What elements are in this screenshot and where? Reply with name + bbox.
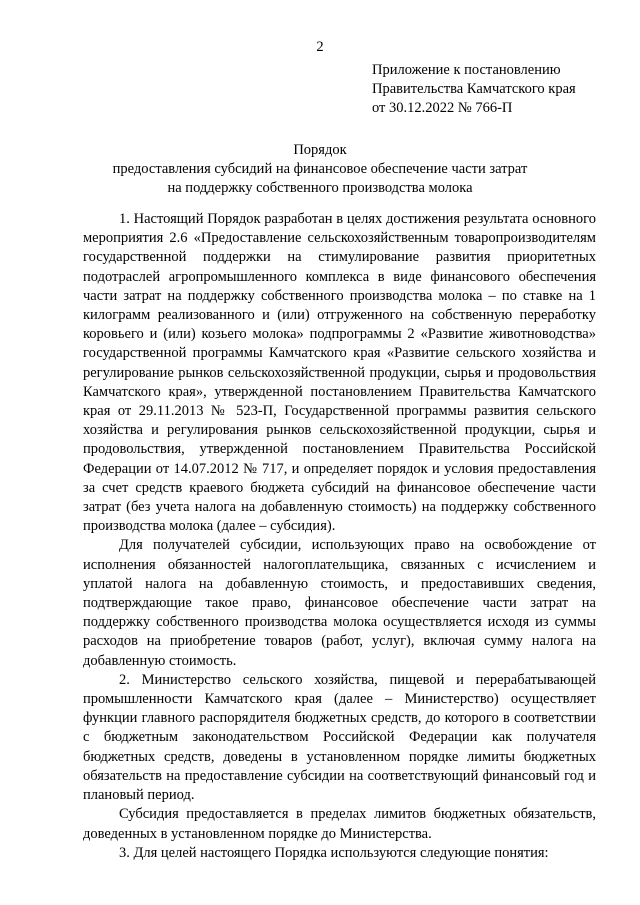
paragraph: Субсидия предоставляется в пределах лимитов бюджетных обязательств, доведенных в установленном порядке до Министерства. [83, 806, 596, 842]
paragraph: 1. Настоящий Порядок разработан в целях достижения результата основного мероприятия 2.6 «Предоставление сельскохозяйственным товаропроизводителям государственной поддержки на стимулирование развития приоритетных подотраслей агропромышленного комплекса в виде финансового обеспечения части затрат на поддержку собственного производства молока – по ставке на 1 килограмм реализованного и (или) отгруженного на собственную переработку коровьего и (или) козьего молока» подпрограммы 2 «Развитие животноводства» государственной программы Камчатского края «Развитие сельского хозяйства и регулирование рынков сельскохозяйственной продукции, сырья и продовольствия Камчатского края», утвержденной постановлением Правительства Камчатского края от 29.11.2013 № 523-П, Государственной программы развития сельского хозяйства и регулирования рынков сельскохозяйственной продукции, сырья и продовольствия, утвержденной постановлением Правительства Российской Федерации от 14.07.2012 № 717, и определяет порядок и условия предоставления за счет средств краевого бюджета субсидий на финансовое обеспечение части затрат (без учета налога на добавленную стоимость) на поддержку собственного производства молока (далее – субсидия). [83, 211, 596, 535]
document-title [0, 141, 640, 198]
paragraph: 2. Министерство сельского хозяйства, пищевой и перерабатывающей промышленности Камчатского края (далее – Министерство) осуществляет функции главного распорядителя бюджетных средств, до которого в соответствии с бюджетным законодательством Российской Федерации как получателя бюджетных средств, доведены в установленном порядке лимиты бюджетных обязательств на предоставление субсидии на соответствующий финансовый год и плановый период. [83, 671, 596, 804]
appendix-line: Приложение к постановлению [372, 62, 561, 78]
title-line: предоставления субсидий на финансовое обеспечение части затрат [112, 161, 528, 177]
title-line: Порядок [293, 142, 347, 158]
appendix-line: от 30.12.2022 № 766-П [372, 100, 513, 116]
paragraph: 3. Для целей настоящего Порядка используются следующие понятия: [119, 844, 549, 861]
paragraph: Для получателей субсидии, использующих право на освобождение от исполнения обязанностей налогоплательщика, связанных с исчислением и уплатой налога на добавленную стоимость, и предоставивших сведения, подтверждающие такое право, финансовое обеспечение части затрат на поддержку собственного производства молока осуществляется исходя из суммы расходов на приобретение товаров (работ, услуг), включая сумму налога на добавленную стоимость. [83, 537, 596, 669]
appendix-line: Правительства Камчатского края [372, 81, 576, 97]
appendix-header [372, 61, 632, 118]
page-number: 2 [316, 39, 324, 55]
document-body [83, 210, 596, 863]
title-line: на поддержку собственного производства молока [167, 180, 473, 196]
